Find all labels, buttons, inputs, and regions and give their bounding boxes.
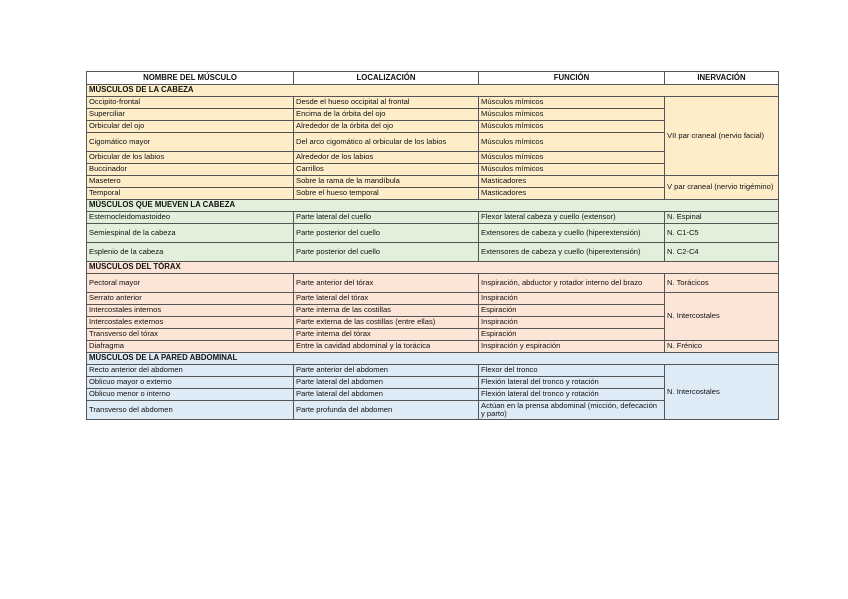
muscle-name: Intercostales externos	[87, 317, 294, 329]
muscle-name: Buccinador	[87, 164, 294, 176]
muscle-location: Parte posterior del cuello	[294, 224, 479, 243]
muscle-name: Recto anterior del abdomen	[87, 365, 294, 377]
muscle-function: Músculos mímicos	[479, 97, 665, 109]
muscle-name: Esternocleidomastoideo	[87, 212, 294, 224]
muscle-location: Parte anterior del tórax	[294, 274, 479, 293]
muscle-function: Inspiración y espiración	[479, 341, 665, 353]
section-header-abdomen	[87, 353, 779, 365]
muscle-location: Parte lateral del abdomen	[294, 389, 479, 401]
muscle-function: Masticadores	[479, 176, 665, 188]
muscle-name: Intercostales internos	[87, 305, 294, 317]
muscle-function: Extensores de cabeza y cuello (hiperextensión)	[479, 243, 665, 262]
table-row	[87, 176, 779, 188]
muscle-name: Pectoral mayor	[87, 274, 294, 293]
muscle-function: Espiración	[479, 305, 665, 317]
muscle-function: Flexión lateral del tronco y rotación	[479, 389, 665, 401]
table-row	[87, 365, 779, 377]
muscle-location: Parte lateral del cuello	[294, 212, 479, 224]
section-header-neck	[87, 200, 779, 212]
section-header-head	[87, 85, 779, 97]
muscle-location: Desde el hueso occipital al frontal	[294, 97, 479, 109]
muscle-function: Flexión lateral del tronco y rotación	[479, 377, 665, 389]
table-row	[87, 243, 779, 262]
table-row	[87, 293, 779, 305]
muscle-name: Esplenio de la cabeza	[87, 243, 294, 262]
muscle-name: Oblicuo mayor o externo	[87, 377, 294, 389]
muscle-function: Inspiración	[479, 293, 665, 305]
muscle-location: Encima de la órbita del ojo	[294, 109, 479, 121]
muscle-name: Orbicular de los labios	[87, 152, 294, 164]
muscle-location: Parte lateral del abdomen	[294, 377, 479, 389]
muscle-location: Alrededor de los labios	[294, 152, 479, 164]
muscle-location: Parte posterior del cuello	[294, 243, 479, 262]
muscle-name: Occipito-frontal	[87, 97, 294, 109]
muscle-innervation: N. Intercostales	[665, 365, 779, 420]
table-row	[87, 274, 779, 293]
muscle-function: Flexor del tronco	[479, 365, 665, 377]
muscle-function: Inspiración, abductor y rotador interno del brazo	[479, 274, 665, 293]
muscle-innervation: N. Frénico	[665, 341, 779, 353]
header-name: NOMBRE DEL MÚSCULO	[87, 72, 294, 85]
muscle-table	[86, 71, 779, 420]
muscle-function: Extensores de cabeza y cuello (hiperextensión)	[479, 224, 665, 243]
muscle-function: Actúan en la prensa abdominal (micción, defecación y parto)	[479, 401, 665, 420]
muscle-name: Diafragma	[87, 341, 294, 353]
muscle-name: Serrato anterior	[87, 293, 294, 305]
muscle-function: Músculos mímicos	[479, 109, 665, 121]
muscle-innervation: N. Intercostales	[665, 293, 779, 341]
table-row	[87, 97, 779, 109]
table-row	[87, 212, 779, 224]
muscle-function: Masticadores	[479, 188, 665, 200]
muscle-location: Alrededor de la órbita del ojo	[294, 121, 479, 133]
muscle-location: Del arco cigomático al orbicular de los labios	[294, 133, 479, 152]
muscle-name: Semiespinal de la cabeza	[87, 224, 294, 243]
muscle-name: Superciliar	[87, 109, 294, 121]
section-title: MÚSCULOS QUE MUEVEN LA CABEZA	[87, 200, 779, 212]
muscle-function: Músculos mímicos	[479, 133, 665, 152]
muscle-function: Espiración	[479, 329, 665, 341]
muscle-name: Temporal	[87, 188, 294, 200]
muscle-function: Inspiración	[479, 317, 665, 329]
muscle-function: Músculos mímicos	[479, 121, 665, 133]
muscle-innervation: N. Espinal	[665, 212, 779, 224]
table-row	[87, 224, 779, 243]
muscle-location: Sobre la rama de la mandíbula	[294, 176, 479, 188]
header-row	[87, 72, 779, 85]
muscle-function: Músculos mímicos	[479, 152, 665, 164]
muscle-innervation: V par craneal (nervio trigémino)	[665, 176, 779, 200]
header-innervation: INERVACIÓN	[665, 72, 779, 85]
table-row	[87, 341, 779, 353]
muscle-location: Parte interna del tórax	[294, 329, 479, 341]
muscle-name: Transverso del tórax	[87, 329, 294, 341]
muscle-innervation: N. C1-C5	[665, 224, 779, 243]
muscle-function: Flexor lateral cabeza y cuello (extensor)	[479, 212, 665, 224]
muscle-innervation: N. C2-C4	[665, 243, 779, 262]
muscle-name: Cigomático mayor	[87, 133, 294, 152]
muscle-location: Parte interna de las costillas	[294, 305, 479, 317]
section-title: MÚSCULOS DEL TÓRAX	[87, 262, 779, 274]
header-location: LOCALIZACIÓN	[294, 72, 479, 85]
muscle-name: Oblicuo menor o interno	[87, 389, 294, 401]
muscle-location: Parte profunda del abdomen	[294, 401, 479, 420]
section-header-thorax	[87, 262, 779, 274]
muscle-location: Parte anterior del abdomen	[294, 365, 479, 377]
section-title: MÚSCULOS DE LA CABEZA	[87, 85, 779, 97]
muscle-location: Carrillos	[294, 164, 479, 176]
muscle-location: Parte lateral del tórax	[294, 293, 479, 305]
section-title: MÚSCULOS DE LA PARED ABDOMINAL	[87, 353, 779, 365]
muscle-name: Masetero	[87, 176, 294, 188]
muscle-location: Parte externa de las costillas (entre ellas)	[294, 317, 479, 329]
muscle-location: Sobre el hueso temporal	[294, 188, 479, 200]
muscle-location: Entre la cavidad abdominal y la torácica	[294, 341, 479, 353]
muscle-name: Orbicular del ojo	[87, 121, 294, 133]
muscle-innervation: N. Torácicos	[665, 274, 779, 293]
header-function: FUNCIÓN	[479, 72, 665, 85]
muscle-name: Transverso del abdomen	[87, 401, 294, 420]
muscle-innervation: VII par craneal (nervio facial)	[665, 97, 779, 176]
muscle-function: Músculos mímicos	[479, 164, 665, 176]
